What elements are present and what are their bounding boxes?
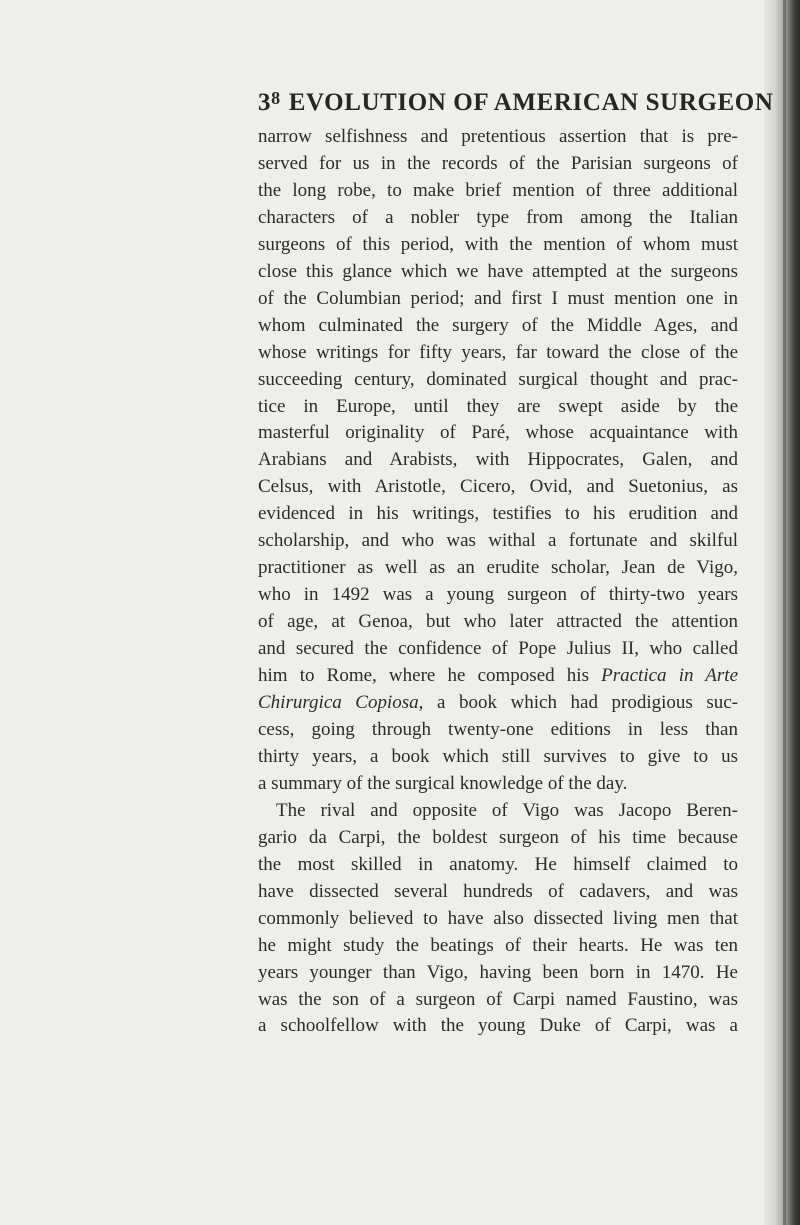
- text-line: narrow selfishness and pretentious assertion that is pre-: [258, 126, 738, 147]
- running-head: [258, 88, 778, 117]
- text-line: scholarship, and who was withal a fortunate and skilful: [258, 530, 738, 552]
- text-line: tice in Europe, until they are swept aside by the: [258, 395, 738, 417]
- page-edge-line: [783, 0, 786, 1225]
- text-line: and secured the confidence of Pope Julius II, who called: [258, 638, 738, 660]
- text-line-paragraph-start: The rival and opposite of Vigo was Jacopo Beren-: [276, 799, 738, 821]
- text-line: was the son of a surgeon of Carpi named Faustino, was: [258, 988, 738, 1010]
- chapter-title: EVOLUTION OF AMERICAN SURGEON: [288, 89, 774, 116]
- text-line: he might study the beatings of their hearts. He was ten: [258, 934, 738, 956]
- text-line: who in 1492 was a young surgeon of thirty-two years: [258, 584, 738, 606]
- text-line: succeeding century, dominated surgical thought and prac-: [258, 368, 738, 390]
- text-line: whom culminated the surgery of the Middle Ages, and: [258, 314, 738, 336]
- text-line: surgeons of this period, with the mention of whom must: [258, 233, 738, 255]
- text-line: cess, going through twenty-one editions in less than: [258, 718, 738, 740]
- text-line: have dissected several hundreds of cadavers, and was: [258, 880, 738, 902]
- text-line: gario da Carpi, the boldest surgeon of his time because: [258, 826, 738, 848]
- body-text: [258, 124, 738, 1040]
- page-number: $3^8$: [258, 88, 281, 116]
- text-line: of age, at Genoa, but who later attracted the attention: [258, 611, 738, 633]
- book-title-italic: Chirurgica Copiosa,: [258, 692, 424, 714]
- text-line: commonly believed to have also dissected living men that: [258, 907, 738, 929]
- text-line-with-italic-title: him to Rome, where he composed his Practica in Arte: [258, 665, 739, 687]
- text-line-paragraph-end: a summary of the surgical knowledge of the day.: [258, 772, 628, 794]
- text-line: a schoolfellow with the young Duke of Carpi, was a: [258, 1015, 738, 1037]
- text-line: years younger than Vigo, having been born in 1470. He: [258, 961, 738, 983]
- text-line: the most skilled in anatomy. He himself claimed to: [258, 853, 738, 875]
- text-line: thirty years, a book which still survives to give to us: [258, 745, 738, 767]
- text-line-with-italic-title: Chirurgica Copiosa, a book which had prodigious suc-: [258, 692, 739, 714]
- book-title-italic: Practica in Arte: [601, 665, 739, 687]
- text-line: of the Columbian period; and first I must mention one in: [258, 287, 738, 309]
- text-line: whose writings for fifty years, far toward the close of the: [258, 341, 738, 363]
- text-line: masterful originality of Paré, whose acquaintance with: [258, 422, 738, 444]
- text-line: served for us in the records of the Parisian surgeons of: [258, 152, 738, 174]
- page-edge-shadow: [764, 0, 800, 1225]
- text-line: close this glance which we have attempted at the surgeons: [258, 260, 738, 282]
- text-line: characters of a nobler type from among the Italian: [258, 206, 738, 228]
- text-line: practitioner as well as an erudite scholar, Jean de Vigo,: [258, 557, 738, 579]
- text-line: evidenced in his writings, testifies to his erudition and: [258, 503, 738, 525]
- text-line: the long robe, to make brief mention of three additional: [258, 179, 738, 201]
- text-line: Arabians and Arabists, with Hippocrates, Galen, and: [258, 449, 738, 471]
- text-line: Celsus, with Aristotle, Cicero, Ovid, and Suetonius, as: [258, 476, 738, 498]
